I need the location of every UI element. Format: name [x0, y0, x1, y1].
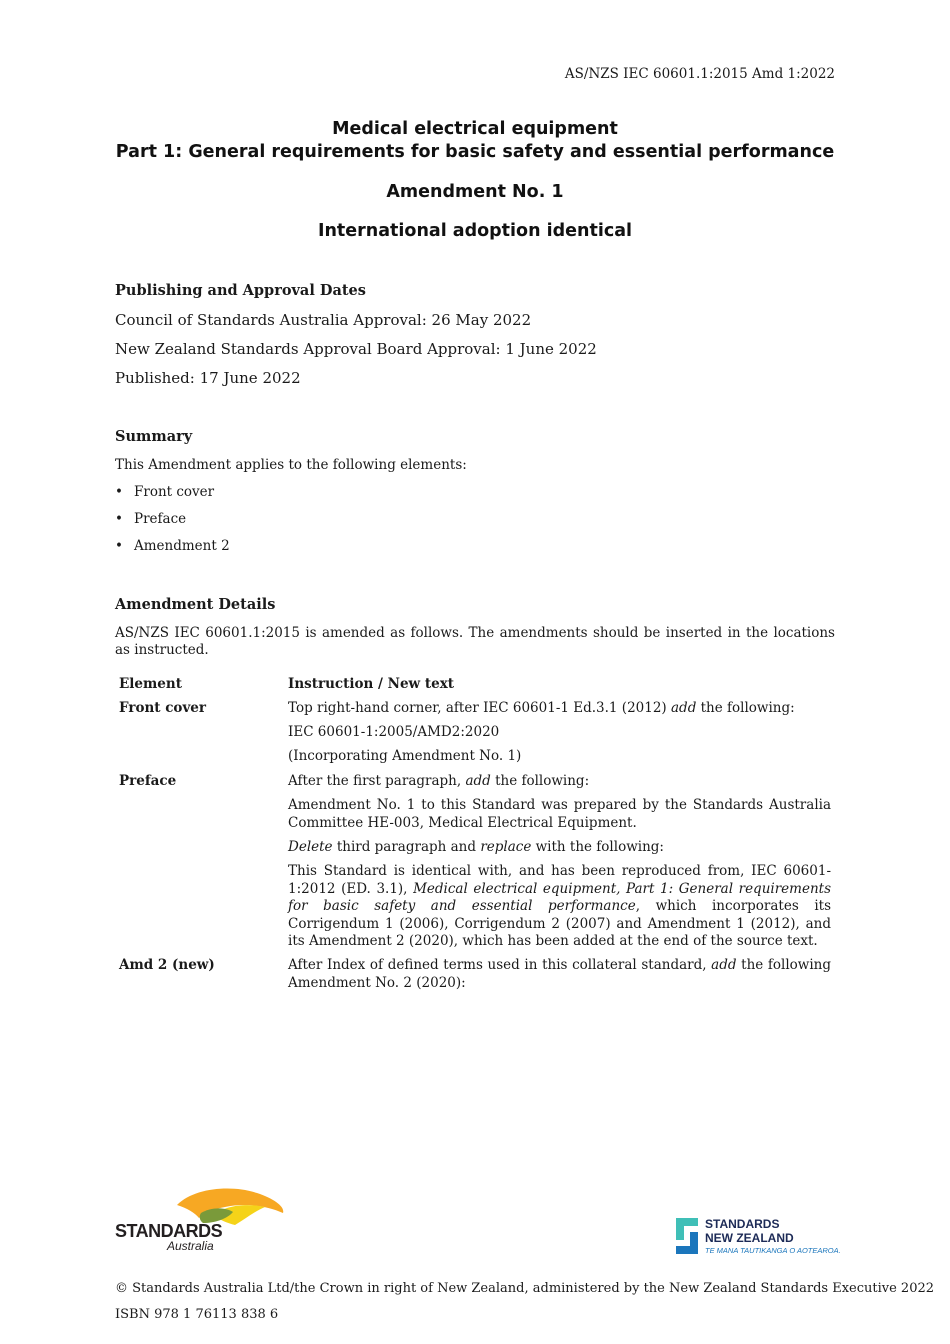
text-run: with the following: [531, 839, 664, 855]
text-run: the following: [490, 773, 590, 789]
table-element-preface: Preface [119, 773, 177, 789]
text-run-italic: add [465, 773, 491, 789]
title-line-2: Part 1: General requirements for basic safety and essential performance [115, 142, 835, 162]
text-run-italic: add [671, 700, 697, 716]
amendment-number-title: Amendment No. 1 [386, 182, 564, 202]
summary-bullet-item [115, 484, 214, 500]
logo-text-maori: TE MANA TAUTIKANGA O AOTEAROA. [705, 1246, 841, 1255]
summary-heading: Summary [115, 428, 193, 445]
bullet-text: Amendment 2 [134, 538, 230, 554]
bullet-glyph: • [115, 511, 123, 527]
logo-text-standards: STANDARDS [115, 1221, 223, 1241]
preface-new-text [288, 863, 831, 951]
preface-instruction [288, 839, 831, 857]
summary-bullet-item [115, 511, 186, 527]
bullet-glyph: • [115, 538, 123, 554]
adoption-title: International adoption identical [317, 221, 633, 241]
amendment-details-intro: AS/NZS IEC 60601.1:2015 is amended as follows. The amendments should be inserted in the locations as instructed. [115, 625, 835, 658]
bullet-text: Front cover [134, 484, 215, 500]
text-run-italic: add [711, 957, 737, 973]
summary-intro: This Amendment applies to the following elements: [115, 457, 467, 473]
table-header-element: Element [119, 676, 182, 692]
text-run: Top right-hand corner, after IEC 60601-1 Ed.3.1 (2012) [288, 700, 671, 716]
text-run: , which incorporates its Corrigendum 1 (2006), Corrigendum 2 (2007) and Amendment 1 (2012), and its Amendment 2 (2020), which has been added at the end of the source text. [288, 898, 831, 949]
text-run: the following Amendment No. 2 (2020): [288, 957, 831, 991]
table-element-amd2: Amd 2 (new) [119, 957, 215, 973]
text-run: After the first paragraph, [288, 773, 466, 789]
logo-text-australia: Australia [167, 1239, 214, 1253]
bullet-glyph: • [115, 484, 123, 500]
table-header-instruction: Instruction / New text [288, 676, 454, 692]
front-cover-instruction [288, 700, 831, 718]
logo-text-new-zealand: NEW ZEALAND [705, 1231, 794, 1245]
front-cover-new-text: (Incorporating Amendment No. 1) [288, 748, 522, 764]
logo-text-standards: STANDARDS [705, 1217, 780, 1231]
preface-new-text: Amendment No. 1 to this Standard was prepared by the Standards Australia Committee HE-003, Medical Electrical Equipment. [288, 797, 831, 831]
amendment-details-heading: Amendment Details [115, 596, 276, 613]
bullet-text: Preface [134, 511, 187, 527]
front-cover-new-text: IEC 60601-1:2005/AMD2:2020 [288, 724, 500, 740]
text-run-italic: Medical electrical equipment, Part 1: General requirements for basic safety and essential performance [288, 880, 831, 914]
document-reference: AS/NZS IEC 60601.1:2015 Amd 1:2022 [564, 66, 835, 82]
preface-instruction [288, 773, 831, 791]
publishing-heading: Publishing and Approval Dates [115, 282, 366, 299]
summary-bullet-item [115, 538, 230, 554]
title-line-1: Medical electrical equipment [332, 119, 618, 139]
publishing-line: Published: 17 June 2022 [115, 369, 301, 387]
logo-block-blue [676, 1246, 698, 1254]
text-run-italic: Delete [288, 839, 333, 855]
standards-new-zealand-logo [676, 1216, 856, 1260]
table-element-front-cover: Front cover [119, 700, 206, 716]
amd2-instruction [288, 957, 831, 992]
footer-copyright: © Standards Australia Ltd/the Crown in right of New Zealand, administered by the New Zealand Standards Executive 2022 [115, 1281, 935, 1296]
publishing-line: New Zealand Standards Approval Board Approval: 1 June 2022 [115, 340, 597, 358]
footer-isbn: ISBN 978 1 76113 838 6 [115, 1307, 279, 1322]
text-run: This Standard is identical with, and has been reproduced from, IEC 60601-1:2012 (ED. 3.1), [288, 863, 831, 897]
logo-block-teal [676, 1218, 684, 1240]
publishing-line: Council of Standards Australia Approval: 26 May 2022 [115, 311, 532, 329]
text-run: the following: [696, 700, 795, 716]
standards-australia-logo [115, 1185, 290, 1255]
text-run-italic: replace [480, 839, 532, 855]
text-run: third paragraph and [332, 839, 481, 855]
text-run: After Index of defined terms used in this collateral standard, [288, 957, 712, 973]
